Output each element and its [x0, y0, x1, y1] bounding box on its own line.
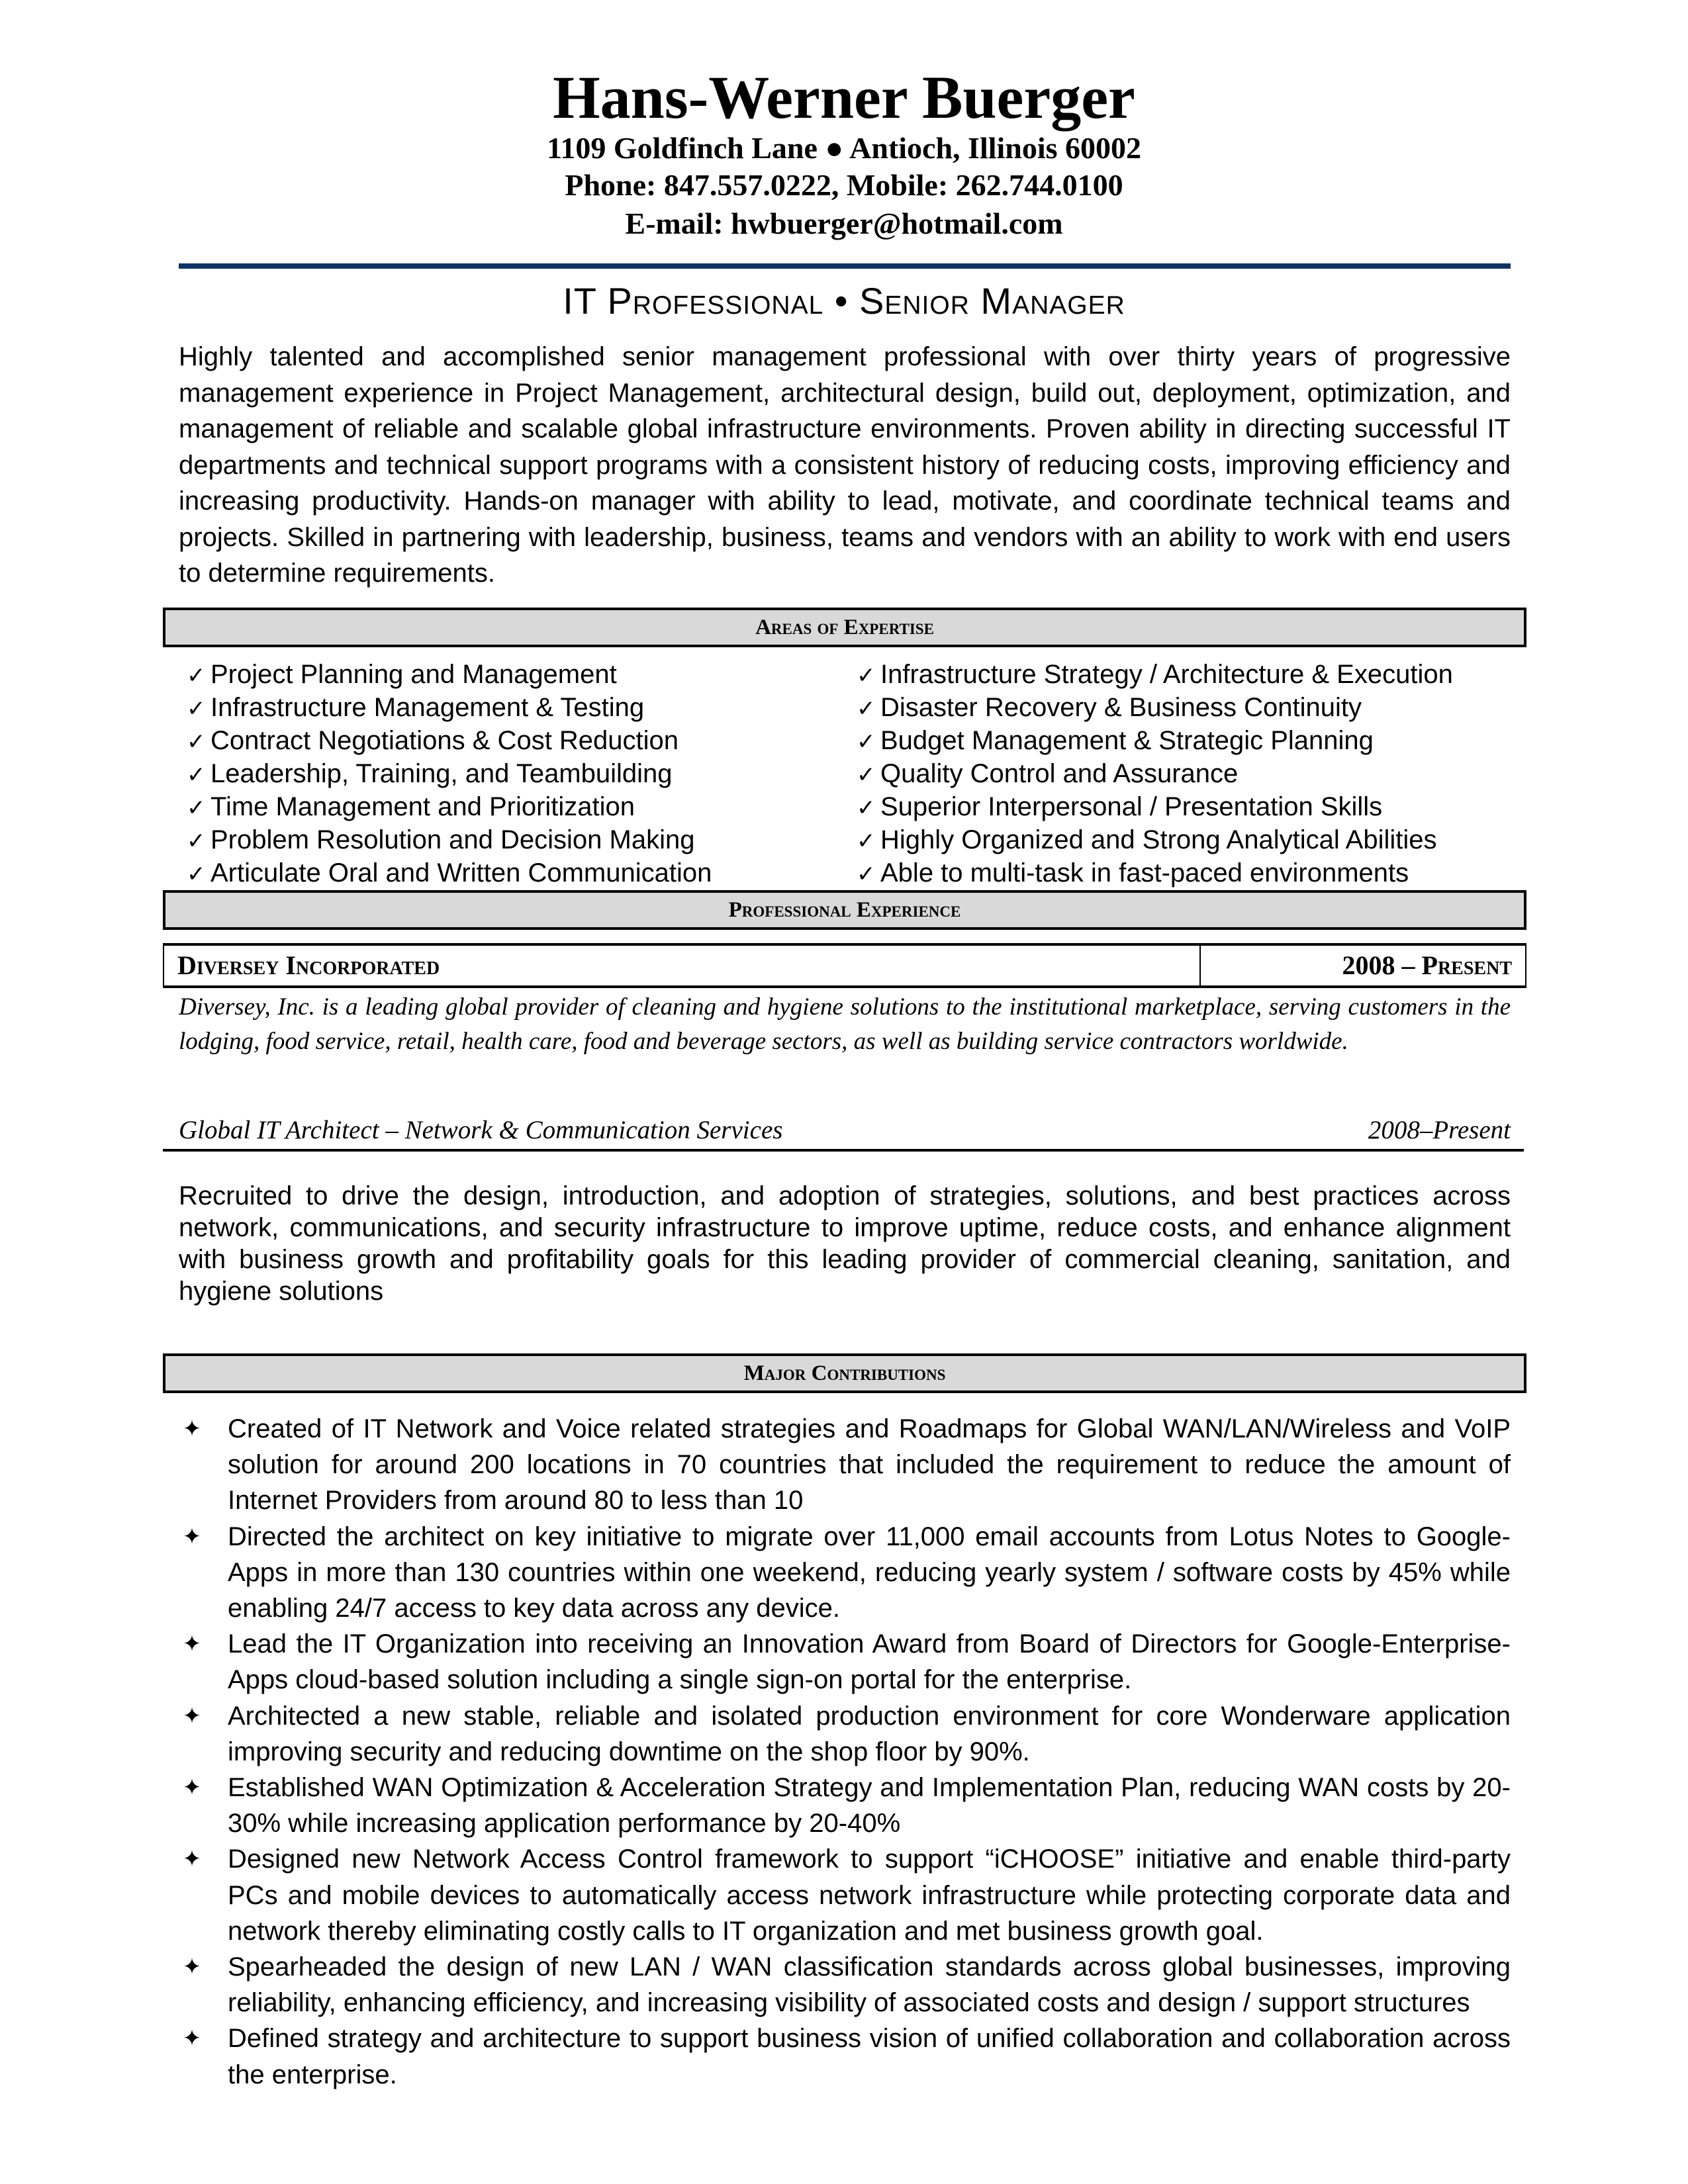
contribution-item: ✦ Architected a new stable, reliable and isolated production environment for core Wonderware application improving security and reducing downtime on the shop floor by 90%. [179, 1698, 1511, 1770]
professional-tagline: IT Professional • Senior Manager [563, 280, 1125, 322]
summary-paragraph: Highly talented and accomplished senior management professional with over thirty years of progressive management experience in Project Management, architectural design, build out, deployment, optimization, and management of reliable and scalable global infrastructure environments. Proven ability in directing successful IT departments and technical support programs with a consistent history of reducing costs, improving efficiency and increasing productivity. Hands-on manager with ability to lead, motivate, and coordinate technical teams and projects. Skilled in partnering with leadership, business, teams and vendors with an ability to work with end users to determine requirements. [179, 342, 1511, 588]
check-icon: ✓ [187, 663, 206, 688]
expertise-item: ✓ Contract Negotiations & Cost Reduction [187, 725, 712, 758]
check-icon: ✓ [857, 696, 876, 721]
header-divider [179, 263, 1511, 269]
check-icon: ✓ [187, 729, 206, 754]
check-icon: ✓ [187, 829, 206, 854]
check-icon: ✓ [857, 829, 876, 854]
role-title: Global IT Architect – Network & Communication Services [179, 1116, 783, 1144]
expertise-list-left [187, 659, 712, 890]
contribution-item: ✦ Lead the IT Organization into receiving an Innovation Award from Board of Directors for Google-Enterprise-Apps cloud-based solution including a single sign-on portal for the enterprise. [179, 1626, 1511, 1698]
expertise-item: ✓ Quality Control and Assurance [857, 758, 1453, 791]
section-header-contributions: Major Contributions [163, 1353, 1526, 1393]
expertise-item: ✓ Disaster Recovery & Business Continuity [857, 692, 1453, 725]
check-icon: ✓ [857, 762, 876, 788]
company-dates: 2008 – Present [1342, 950, 1512, 980]
candidate-name: Hans-Werner Buerger [553, 64, 1135, 131]
contribution-item: ✦ Spearheaded the design of new LAN / WAN classification standards across global businesses, improving reliability, enhancing efficiency, and increasing visibility of associated costs and design / support structures [179, 1949, 1511, 2021]
expertise-item: ✓ Project Planning and Management [187, 659, 712, 692]
check-icon: ✓ [187, 696, 206, 721]
star-bullet-icon: ✦ [182, 1631, 202, 1657]
section-header-experience: Professional Experience [163, 890, 1526, 930]
company-row [163, 943, 1526, 988]
star-bullet-icon: ✦ [182, 1524, 202, 1549]
expertise-item: ✓ Problem Resolution and Decision Making [187, 824, 712, 857]
expertise-item: ✓ Budget Management & Strategic Planning [857, 725, 1453, 758]
role-dates: 2008–Present [1368, 1116, 1511, 1144]
phone-line: Phone: 847.557.0222, Mobile: 262.744.0100 [565, 168, 1123, 202]
expertise-item: ✓ Articulate Oral and Written Communication [187, 857, 712, 890]
expertise-list-right [857, 659, 1453, 890]
check-icon: ✓ [187, 796, 206, 821]
role-description: Recruited to drive the design, introduction, and adoption of strategies, solutions, and best practices across network, communications, and security infrastructure to improve uptime, reduce costs, and enhance alignment with business growth and profitability goals for this leading provider of commercial cleaning, sanitation, and hygiene solutions [179, 1181, 1511, 1306]
expertise-item: ✓ Leadership, Training, and Teambuilding [187, 758, 712, 791]
star-bullet-icon: ✦ [182, 1416, 202, 1441]
contribution-item: ✦ Designed new Network Access Control framework to support “iCHOOSE” initiative and enable third-party PCs and mobile devices to automatically access network infrastructure while protecting corporate data and network thereby eliminating costly calls to IT organization and met business growth goal. [179, 1841, 1511, 1949]
star-bullet-icon: ✦ [182, 1775, 202, 1801]
check-icon: ✓ [857, 663, 876, 688]
check-icon: ✓ [857, 729, 876, 754]
expertise-item: ✓ Superior Interpersonal / Presentation Skills [857, 791, 1453, 824]
address-line: 1109 Goldfinch Lane ● Antioch, Illinois 60002 [546, 131, 1142, 165]
contribution-item: ✦ Directed the architect on key initiative to migrate over 11,000 email accounts from Lotus Notes to Google-Apps in more than 130 countries within one weekend, reducing yearly system / software costs by 45% while enabling 24/7 access to key data across any device. [179, 1519, 1511, 1627]
company-name: Diversey Incorporated [164, 946, 1201, 985]
star-bullet-icon: ✦ [182, 2026, 202, 2052]
check-icon: ✓ [857, 862, 876, 887]
contribution-item: ✦ Established WAN Optimization & Acceleration Strategy and Implementation Plan, reducing WAN costs by 20-30% while increasing application performance by 20-40% [179, 1770, 1511, 1841]
company-description: Diversey, Inc. is a leading global provider of cleaning and hygiene solutions to the institutional marketplace, serving customers in the lodging, food service, retail, health care, food and beverage sectors, as well as building service contractors worldwide. [179, 993, 1511, 1055]
star-bullet-icon: ✦ [182, 1846, 202, 1872]
expertise-item: ✓ Infrastructure Strategy / Architecture & Execution [857, 659, 1453, 692]
contribution-item: ✦ Created of IT Network and Voice related strategies and Roadmaps for Global WAN/LAN/Wireless and VoIP solution for around 200 locations in 70 countries that included the requirement to reduce the amount of Internet Providers from around 80 to less than 10 [179, 1411, 1511, 1519]
check-icon: ✓ [187, 762, 206, 788]
section-header-expertise: Areas of Expertise [163, 608, 1526, 647]
contribution-item: ✦ Defined strategy and architecture to support business vision of unified collaboration and collaboration across the enterprise. [179, 2021, 1511, 2092]
check-icon: ✓ [857, 796, 876, 821]
email-line: E-mail: hwbuerger@hotmail.com [625, 206, 1063, 240]
expertise-item: ✓ Highly Organized and Strong Analytical Abilities [857, 824, 1453, 857]
expertise-item: ✓ Time Management and Prioritization [187, 791, 712, 824]
star-bullet-icon: ✦ [182, 1954, 202, 1980]
star-bullet-icon: ✦ [182, 1703, 202, 1729]
contributions-list [179, 1411, 1511, 2093]
role-row [163, 1112, 1524, 1152]
expertise-item: ✓ Infrastructure Management & Testing [187, 692, 712, 725]
check-icon: ✓ [187, 862, 206, 887]
expertise-item: ✓ Able to multi-task in fast-paced environments [857, 857, 1453, 890]
